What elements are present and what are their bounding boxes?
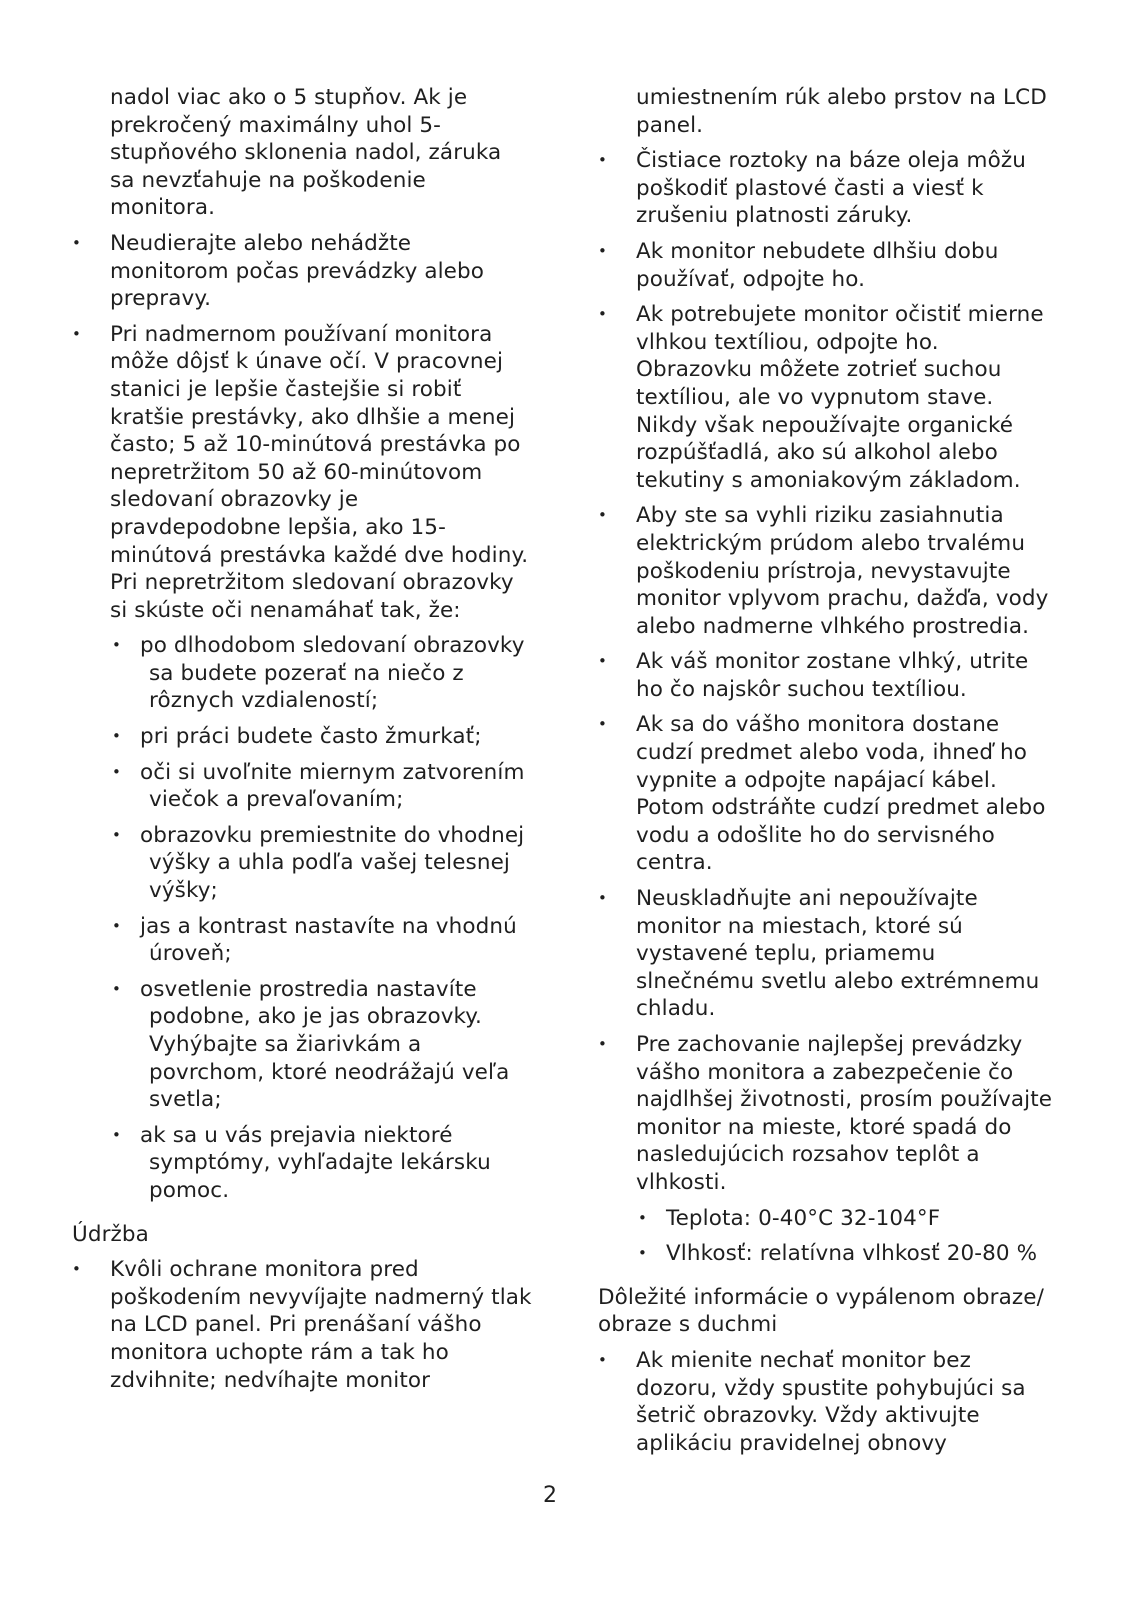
- sub-list-item: [72, 632, 532, 715]
- list-item: • Ak sa do vášho monitora dostane cudzí predmet alebo voda, ihneď ho vypnite a odpojte napájací kábel. Potom odstráňte cudzí predmet alebo vodu a odošlite ho do servisného centra.: [598, 711, 1058, 877]
- sub-list-item-text: • jas a kontrast nastavíte na vhodnú úroveň;: [140, 913, 517, 967]
- list-item: • Ak potrebujete monitor očistiť mierne vlhkou textíliou, odpojte ho. Obrazovku môžete zotrieť suchou textíliou, ale vo vypnutom stave. Nikdy však nepoužívajte organické rozpúšťadlá, ako sú alkohol alebo tekutiny s amoniakovým základom.: [598, 301, 1058, 494]
- list-item: • Kvôli ochrane monitora pred poškodením nevyvíjajte nadmerný tlak na LCD panel. Pri prenášaní vášho monitora uchopte rám a tak ho zdvihnite; nedvíhajte monitor: [72, 1256, 532, 1394]
- list-item: • Ak váš monitor zostane vlhký, utrite ho čo najskôr suchou textíliou.: [598, 648, 1058, 703]
- sub-list-item-text: • oči si uvoľnite miernym zatvorením viečok a prevaľovaním;: [140, 759, 525, 813]
- page-number: 2: [543, 1483, 557, 1508]
- sub-list-item: [72, 1122, 532, 1205]
- sub-list-item-text: • pri práci budete často žmurkať;: [140, 724, 482, 750]
- list-item: • Neudierajte alebo nehádžte monitorom počas prevádzky alebo prepravy.: [72, 230, 532, 313]
- list-item: • Pri nadmernom používaní monitora môže dôjsť k únave očí. V pracovnej stanici je lepšie častejšie si robiť kratšie prestávky, ako dlhšie a menej často; 5 až 10-minútová prestávka po nepretržitom 50 až 60-minútovom sledovaní obrazovky je pravdepodobne lepšia, ako 15-minútová prestávka každé dve hodiny. Pri nepretržitom sledovaní obrazovky si skúste oči nenamáhať tak, že:: [72, 321, 532, 625]
- sub-list-item-text: • ak sa u vás prejavia niektoré symptómy, vyhľadajte lekársku pomoc.: [140, 1122, 491, 1203]
- sub-list-item-text: • Vlhkosť: relatívna vlhkosť 20-80 %: [666, 1241, 1038, 1267]
- list-item: • Aby ste sa vyhli riziku zasiahnutia elektrickým prúdom alebo trvalému poškodeniu prístroja, nevystavujte monitor vplyvom prachu, dažďa, vody alebo nadmerne vlhkého prostredia.: [598, 502, 1058, 640]
- sub-list-item: [598, 1205, 1058, 1233]
- sub-list-item-text: • osvetlenie prostredia nastavíte podobne, ako je jas obrazovky. Vyhýbajte sa žiarivkám a povrchom, ktoré neodrážajú veľa svetla;: [140, 976, 510, 1113]
- sub-list-item: [598, 1240, 1058, 1268]
- sub-list-item-text: • po dlhodobom sledovaní obrazovky sa budete pozerať na niečo z rôznych vzdialeností;: [140, 633, 525, 714]
- list-item: • Pre zachovanie najlepšej prevádzky vášho monitora a zabezpečenie čo najdlhšej životnosti, prosím používajte monitor na mieste, ktoré spadá do nasledujúcich rozsahov teplôt a vlhkosti.: [598, 1031, 1058, 1197]
- sub-list-item: [72, 723, 532, 751]
- sub-list-item: [72, 822, 532, 905]
- continuation-text: umiestnením rúk alebo prstov na LCD panel.: [636, 85, 1047, 138]
- right-column: [598, 84, 1058, 1465]
- sub-list-item: [72, 759, 532, 814]
- section-heading-maintenance: Údržba: [72, 1221, 149, 1247]
- list-item: • Ak monitor nebudete dlhšiu dobu používať, odpojte ho.: [598, 238, 1058, 293]
- list-item: • Čistiace roztoky na báze oleja môžu poškodiť plastové časti a viesť k zrušeniu platnosti záruky.: [598, 147, 1058, 230]
- left-column: [72, 84, 532, 1402]
- list-item: • Ak mienite nechať monitor bez dozoru, vždy spustite pohybujúci sa šetrič obrazovky. Vždy aktivujte aplikáciu pravidelnej obnovy: [598, 1347, 1058, 1457]
- sub-list-item-text: • obrazovku premiestnite do vhodnej výšky a uhla podľa vašej telesnej výšky;: [140, 822, 525, 904]
- sub-list-item: [72, 976, 532, 1114]
- section-heading-burn-in: Dôležité informácie o vypálenom obraze/ obraze s duchmi: [598, 1284, 1044, 1338]
- list-item: • Neuskladňujte ani nepoužívajte monitor na miestach, ktoré sú vystavené teplu, priamemu slnečnému svetlu alebo extrémnemu chladu.: [598, 885, 1058, 1023]
- sub-list-item-text: • Teplota: 0-40°C 32-104°F: [666, 1205, 941, 1231]
- sub-list-item: [72, 913, 532, 968]
- continuation-text: nadol viac ako o 5 stupňov. Ak je prekročený maximálny uhol 5-stupňového sklonenia nadol, záruka sa nevzťahuje na poškodenie monitora.: [110, 85, 502, 221]
